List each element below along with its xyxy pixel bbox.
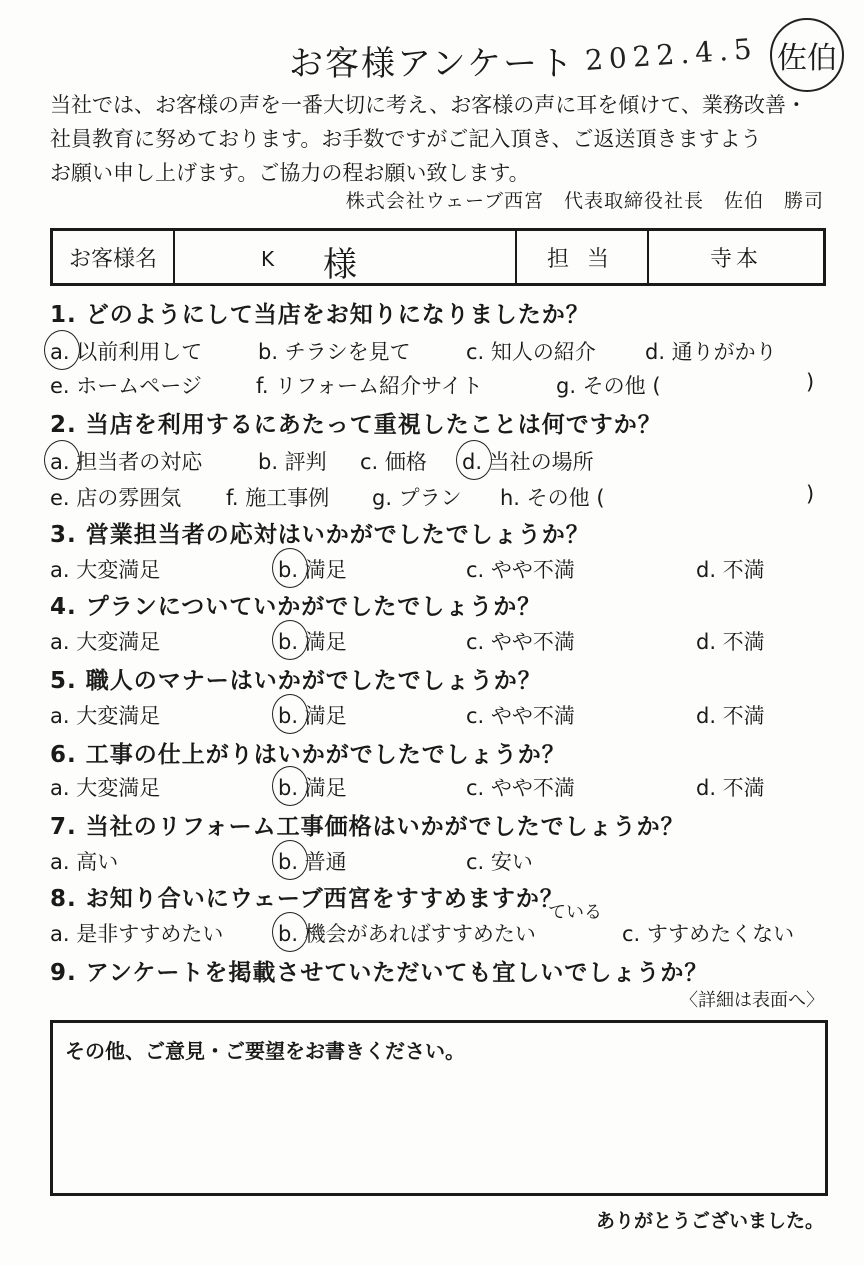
q5-option-a[interactable]: a. 大変満足 xyxy=(50,704,161,728)
q7-option-a[interactable]: a. 高い xyxy=(50,850,119,874)
seal-stamp xyxy=(770,18,844,92)
intro-line-1: 当社では、お客様の声を一番大切に考え、お客様の声に耳を傾けて、業務改善・ xyxy=(50,93,807,117)
q1-option-a[interactable]: a. 以前利用して xyxy=(50,336,202,366)
q2-option-b[interactable]: b. 評判 xyxy=(258,450,327,474)
staff-name-field[interactable]: 寺本 xyxy=(709,246,762,272)
staff-label: 担当 xyxy=(517,231,649,283)
q8-option-b[interactable]: b. 機会があればすすめたい xyxy=(278,918,536,948)
q1-option-e[interactable]: e. ホームページ xyxy=(50,374,202,398)
q1-option-b[interactable]: b. チラシを見て xyxy=(258,340,411,364)
question-3: 3. 営業担当者の応対はいかがでしたでしょうか？ xyxy=(50,522,590,548)
q2-option-a[interactable]: a. 担当者の対応 xyxy=(50,446,202,476)
question-2: 2. 当店を利用するにあたって重視したことは何ですか？ xyxy=(50,412,662,438)
q2-option-f[interactable]: f. 施工事例 xyxy=(226,486,330,510)
question-8: 8. お知り合いにウェーブ西宮をすすめますか？ xyxy=(50,886,564,912)
question-7: 7. 当社のリフォーム工事価格はいかがでしたでしょうか？ xyxy=(50,814,685,840)
detail-note: 〈詳細は表面へ〉 xyxy=(680,990,824,1011)
customer-label: お客様名 xyxy=(53,231,175,283)
q2-option-h[interactable]: h. その他 ( xyxy=(500,486,605,510)
page-title: お客様アンケート xyxy=(289,44,575,84)
q2-option-c[interactable]: c. 価格 xyxy=(360,450,427,474)
q4-option-b[interactable]: b. 満足 xyxy=(278,626,347,656)
q8-handwritten-correction: ている xyxy=(548,902,602,923)
q1-option-d[interactable]: d. 通りがかり xyxy=(645,340,777,364)
q1-option-g-close: ) xyxy=(806,370,815,394)
name-box xyxy=(50,228,826,286)
question-5: 5. 職人のマナーはいかがでしたでしょうか？ xyxy=(50,668,542,694)
comment-label: その他、ご意見・ご要望をお書きください。 xyxy=(65,1039,465,1063)
q2-option-h-close: ) xyxy=(806,482,815,506)
q2-option-d[interactable]: d. 当社の場所 xyxy=(462,446,594,476)
q1-option-c[interactable]: c. 知人の紹介 xyxy=(466,340,596,364)
q8-option-a[interactable]: a. 是非すすめたい xyxy=(50,922,224,946)
q4-option-c[interactable]: c. やや不満 xyxy=(466,630,575,654)
q6-option-c[interactable]: c. やや不満 xyxy=(466,776,575,800)
question-1: 1. どのようにして当店をお知りになりましたか？ xyxy=(50,302,590,328)
q4-option-d[interactable]: d. 不満 xyxy=(696,630,765,654)
q6-option-a[interactable]: a. 大変満足 xyxy=(50,776,161,800)
intro-line-2: 社員教育に努めております。お手数ですがご記入頂き、ご返送頂きますよう xyxy=(50,127,762,151)
q1-option-g[interactable]: g. その他 ( xyxy=(556,374,661,398)
question-9: 9. アンケートを掲載させていただいても宜しいでしょうか？ xyxy=(50,960,709,986)
q5-option-d[interactable]: d. 不満 xyxy=(696,704,765,728)
q2-option-g[interactable]: g. プラン xyxy=(372,486,462,510)
q6-option-d[interactable]: d. 不満 xyxy=(696,776,765,800)
comment-box[interactable] xyxy=(50,1020,828,1196)
customer-suffix: 様 xyxy=(323,245,357,285)
q3-option-c[interactable]: c. やや不満 xyxy=(466,558,575,582)
q1-option-f[interactable]: f. リフォーム紹介サイト xyxy=(256,374,483,398)
q3-option-b[interactable]: b. 満足 xyxy=(278,554,347,584)
question-6: 6. 工事の仕上がりはいかがでしたでしょうか？ xyxy=(50,742,566,768)
q3-option-a[interactable]: a. 大変満足 xyxy=(50,558,161,582)
customer-name-field[interactable] xyxy=(175,231,517,283)
q3-option-d[interactable]: d. 不満 xyxy=(696,558,765,582)
q5-option-b[interactable]: b. 満足 xyxy=(278,700,347,730)
q7-option-b[interactable]: b. 普通 xyxy=(278,846,347,876)
q6-option-b[interactable]: b. 満足 xyxy=(278,772,347,802)
handwritten-date: 2022.4.5 xyxy=(584,32,759,77)
intro-line-3: お願い申し上げます。ご協力の程お願い致します。 xyxy=(50,161,530,185)
company-signature: 株式会社ウェーブ西宮 代表取締役社長 佐伯 勝司 xyxy=(345,190,824,212)
q8-option-c[interactable]: c. すすめたくない xyxy=(622,922,795,946)
customer-initial: K xyxy=(261,247,275,271)
question-4: 4. プランについていかがでしたでしょうか？ xyxy=(50,594,542,620)
thanks-text: ありがとうございました。 xyxy=(595,1210,824,1232)
q5-option-c[interactable]: c. やや不満 xyxy=(466,704,575,728)
q4-option-a[interactable]: a. 大変満足 xyxy=(50,630,161,654)
q2-option-e[interactable]: e. 店の雰囲気 xyxy=(50,486,182,510)
q7-option-c[interactable]: c. 安い xyxy=(466,850,533,874)
seal-text: 佐伯 xyxy=(777,41,837,76)
